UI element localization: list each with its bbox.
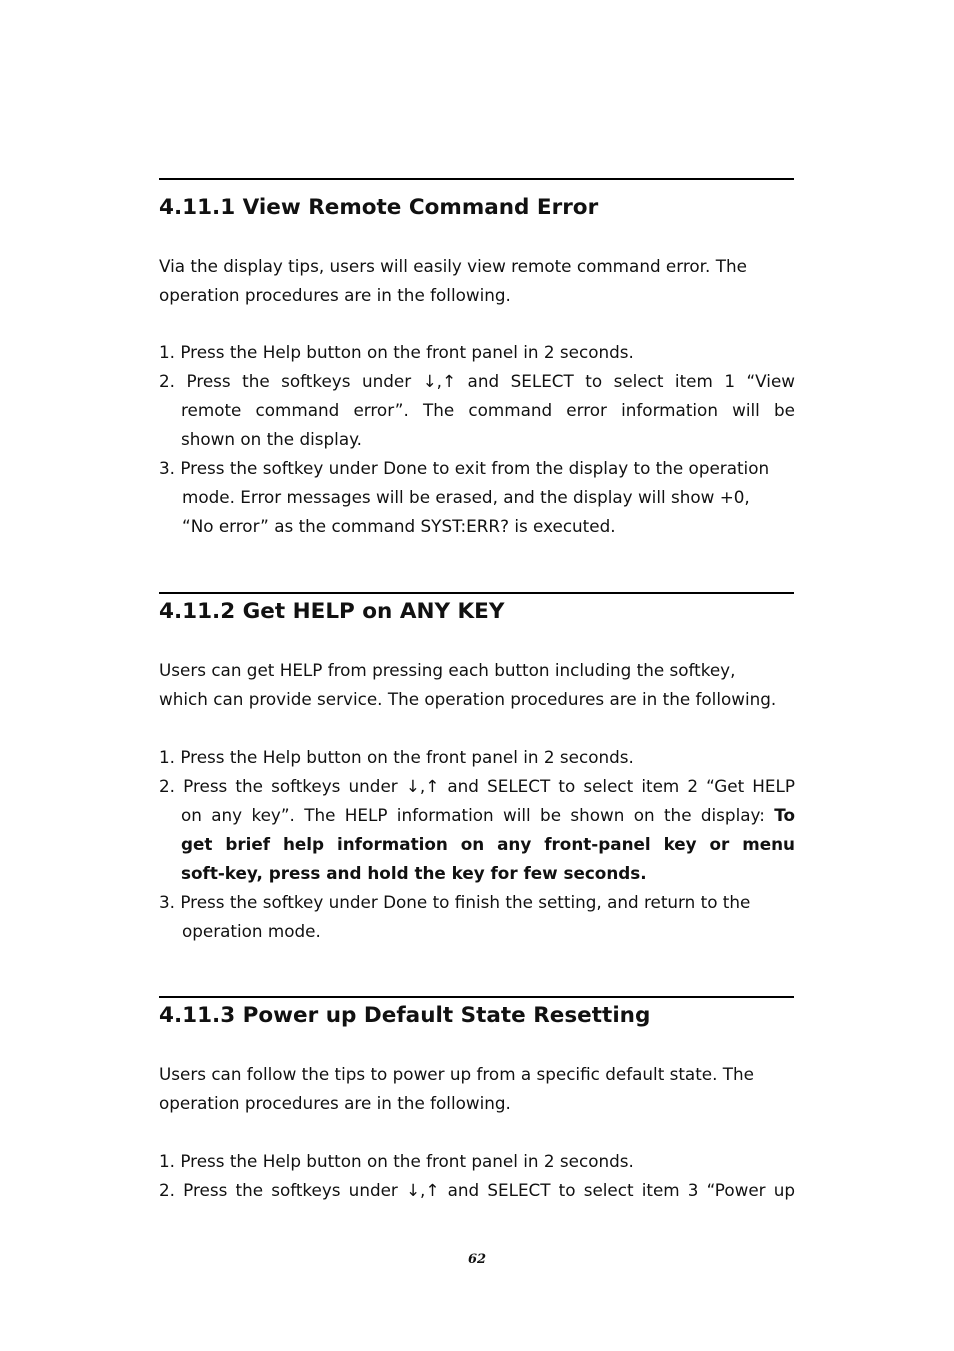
step-2-bold-line-2 xyxy=(159,859,795,888)
intro-line: operation procedures are in the following. xyxy=(159,1093,511,1113)
step-1: 1. Press the Help button on the front panel in 2 seconds. xyxy=(159,1151,634,1171)
step-list xyxy=(159,743,795,946)
intro-line: which can provide service. The operation procedures are in the following. xyxy=(159,689,777,709)
step-2-line-1: 2. Press the softkeys under ↓,↑ and SELECT to select item 3 “Power up xyxy=(159,1180,795,1200)
intro-paragraph xyxy=(159,656,795,714)
step-1: 1. Press the Help button on the front panel in 2 seconds. xyxy=(159,747,634,767)
section-rule xyxy=(159,592,794,594)
intro-line: Via the display tips, users will easily view remote command error. The xyxy=(159,256,747,276)
page-number: 62 xyxy=(467,1252,487,1267)
section-heading: 4.11.3 Power up Default State Resetting xyxy=(159,1003,651,1028)
step-2-line-3: shown on the display. xyxy=(181,429,362,449)
step-2-line-1: 2. Press the softkeys under ↓,↑ and SELECT to select item 2 “Get HELP xyxy=(159,776,795,796)
step-2-line-2-text: on any key”. The HELP information will be shown on the display: xyxy=(181,805,765,825)
intro-paragraph xyxy=(159,252,795,310)
section-rule xyxy=(159,178,794,180)
step-3-line-3: “No error” as the command SYST:ERR? is executed. xyxy=(182,516,616,536)
step-2-line-2 xyxy=(159,801,795,830)
intro-line: Users can follow the tips to power up from a specific default state. The xyxy=(159,1064,754,1084)
section-rule xyxy=(159,996,794,998)
step-2-line-1: 2. Press the softkeys under ↓,↑ and SELECT to select item 1 “View xyxy=(159,371,795,391)
step-1: 1. Press the Help button on the front panel in 2 seconds. xyxy=(159,342,634,362)
step-3-line-2: operation mode. xyxy=(182,921,321,941)
section-heading: 4.11.2 Get HELP on ANY KEY xyxy=(159,599,505,624)
step-2-bold-line-1 xyxy=(159,830,795,859)
intro-line: Users can get HELP from pressing each button including the softkey, xyxy=(159,660,736,680)
bold-note: get brief help information on any front-panel key or menu xyxy=(181,834,795,854)
step-2-line-2: remote command error”. The command error information will be xyxy=(181,400,795,420)
intro-line: operation procedures are in the following. xyxy=(159,285,511,305)
step-list xyxy=(159,338,795,541)
step-3-line-2: mode. Error messages will be erased, and the display will show +0, xyxy=(182,487,750,507)
bold-note-start: To xyxy=(774,805,795,825)
bold-note: soft-key, press and hold the key for few seconds. xyxy=(181,863,647,883)
step-3-line-1: 3. Press the softkey under Done to finish the setting, and return to the xyxy=(159,892,751,912)
step-3-line-1: 3. Press the softkey under Done to exit from the display to the operation xyxy=(159,458,770,478)
intro-paragraph xyxy=(159,1060,795,1118)
step-list xyxy=(159,1147,795,1205)
section-heading: 4.11.1 View Remote Command Error xyxy=(159,195,599,220)
